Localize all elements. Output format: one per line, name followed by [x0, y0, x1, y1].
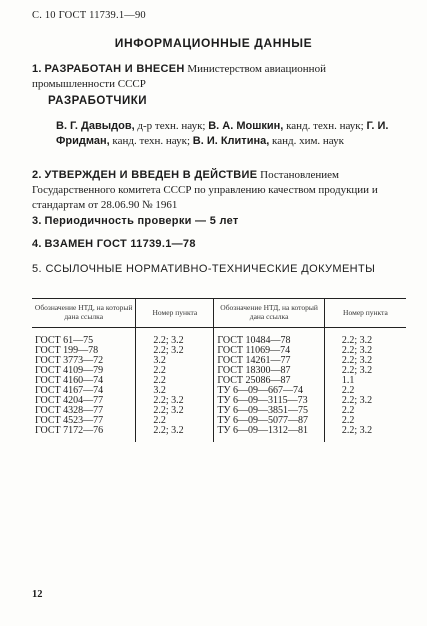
- doc-ref: ГОСТ 4204—77: [35, 395, 104, 406]
- doc-ref: ТУ 6—09—667—74: [217, 385, 304, 396]
- column-header: Номер пункта: [324, 299, 406, 328]
- item-1-text: Министерством авиационной промышленности СССР: [32, 63, 326, 90]
- item-ref: 2.2; 3.2: [341, 355, 373, 366]
- item-2-text: Постановлением Государственного комитета СССР по управлению качеством продукции и стандартам от 28.06.90 № 1961: [32, 169, 378, 211]
- item-ref: 2.2; 3.2: [341, 335, 373, 346]
- item-1-number: 1.: [32, 63, 42, 75]
- developer-name: В. И. Клитина,: [192, 135, 270, 147]
- item-ref: 3.2: [153, 355, 166, 366]
- item-ref: 2.2: [341, 385, 355, 396]
- doc-ref: ТУ 6—09—3115—73: [217, 395, 308, 406]
- item-ref: 2.2; 3.2: [153, 425, 184, 436]
- doc-ref: ГОСТ 199—78: [35, 345, 99, 356]
- doc-ref: ГОСТ 14261—77: [217, 355, 291, 366]
- doc-ref: ГОСТ 10484—78: [217, 335, 291, 346]
- developer-name: В. А. Мошкин,: [208, 120, 284, 132]
- doc-ref: ГОСТ 4109—79: [35, 365, 104, 376]
- page-number: 12: [32, 589, 43, 600]
- item-1-lead: РАЗРАБОТАН И ВНЕСЕН: [44, 63, 185, 75]
- item-ref: 2.2; 3.2: [341, 365, 373, 376]
- column-header: Обозначение НТД, на который дана ссылка: [32, 299, 136, 328]
- column-header: Номер пункта: [136, 299, 214, 328]
- doc-ref: ТУ 6—09—1312—81: [217, 425, 309, 436]
- developer-role: канд. техн. наук;: [112, 135, 191, 147]
- item-ref: 2.2: [153, 415, 166, 426]
- item-ref: 2.2; 3.2: [153, 345, 184, 356]
- column-header: Обозначение НТД, на который дана ссылка: [214, 299, 325, 328]
- item-ref: 2.2; 3.2: [341, 395, 373, 406]
- item-5-number: 5.: [32, 263, 42, 275]
- item-2: [32, 168, 406, 213]
- left-docs-cell: [32, 328, 136, 443]
- developer-role: канд. техн. наук;: [286, 120, 364, 132]
- doc-ref: ТУ 6—09—5077—87: [217, 415, 309, 426]
- right-docs-cell: [214, 328, 325, 443]
- item-ref: 2.2; 3.2: [341, 345, 373, 356]
- developer-name: Г. И. Фридман,: [56, 120, 389, 147]
- item-3: [32, 214, 406, 229]
- developer-name: В. Г. Давыдов,: [56, 120, 135, 132]
- item-4-lead: ВЗАМЕН ГОСТ 11739.1—78: [44, 238, 196, 250]
- item-ref: 2.2: [153, 375, 166, 386]
- item-ref: 1.1: [341, 375, 355, 386]
- item-ref: 2.2; 3.2: [341, 425, 373, 436]
- section-title: ИНФОРМАЦИОННЫЕ ДАННЫЕ: [114, 36, 313, 50]
- doc-ref: ТУ 6—09—3851—75: [217, 405, 309, 416]
- table-header-row: [32, 299, 406, 328]
- doc-ref: ГОСТ 11069—74: [217, 345, 291, 356]
- left-items-cell: [136, 328, 214, 443]
- references-table: [32, 298, 406, 442]
- doc-ref: ГОСТ 61—75: [35, 335, 94, 346]
- doc-ref: ГОСТ 25086—87: [217, 375, 291, 386]
- doc-ref: ГОСТ 4167—74: [35, 385, 104, 396]
- item-3-number: 3.: [32, 215, 42, 227]
- item-ref: 2.2; 3.2: [153, 405, 184, 416]
- developers-list: [56, 119, 406, 149]
- item-ref: 3.2: [153, 385, 166, 396]
- item-ref: 2.2; 3.2: [153, 395, 184, 406]
- item-4-number: 4.: [32, 238, 42, 250]
- doc-ref: ГОСТ 7172—76: [35, 425, 104, 436]
- item-ref: 2.2; 3.2: [153, 335, 184, 346]
- item-2-lead: УТВЕРЖДЕН И ВВЕДЕН В ДЕЙСТВИЕ: [44, 169, 258, 181]
- doc-ref: ГОСТ 4523—77: [35, 415, 104, 426]
- item-1: [32, 62, 406, 92]
- developer-role: д-р техн. наук;: [137, 120, 206, 132]
- developers-heading: РАЗРАБОТЧИКИ: [48, 95, 147, 107]
- page-header: С. 10 ГОСТ 11739.1—90: [32, 10, 146, 21]
- item-5: [32, 262, 406, 277]
- item-2-number: 2.: [32, 169, 42, 181]
- doc-ref: ГОСТ 4328—77: [35, 405, 104, 416]
- item-ref: 2.2: [341, 415, 355, 426]
- doc-ref: ГОСТ 18300—87: [217, 365, 291, 376]
- doc-ref: ГОСТ 3773—72: [35, 355, 104, 366]
- item-3-text: Периодичность проверки — 5 лет: [44, 215, 239, 227]
- item-ref: 2.2: [341, 405, 355, 416]
- item-4: [32, 237, 406, 252]
- item-5-lead: ССЫЛОЧНЫЕ НОРМАТИВНО-ТЕХНИЧЕСКИЕ ДОКУМЕНТЫ: [45, 263, 376, 275]
- table-row: [32, 328, 406, 443]
- developer-role: канд. хим. наук: [272, 135, 344, 147]
- item-ref: 2.2: [153, 365, 166, 376]
- right-items-cell: [324, 328, 406, 443]
- doc-ref: ГОСТ 4160—74: [35, 375, 104, 386]
